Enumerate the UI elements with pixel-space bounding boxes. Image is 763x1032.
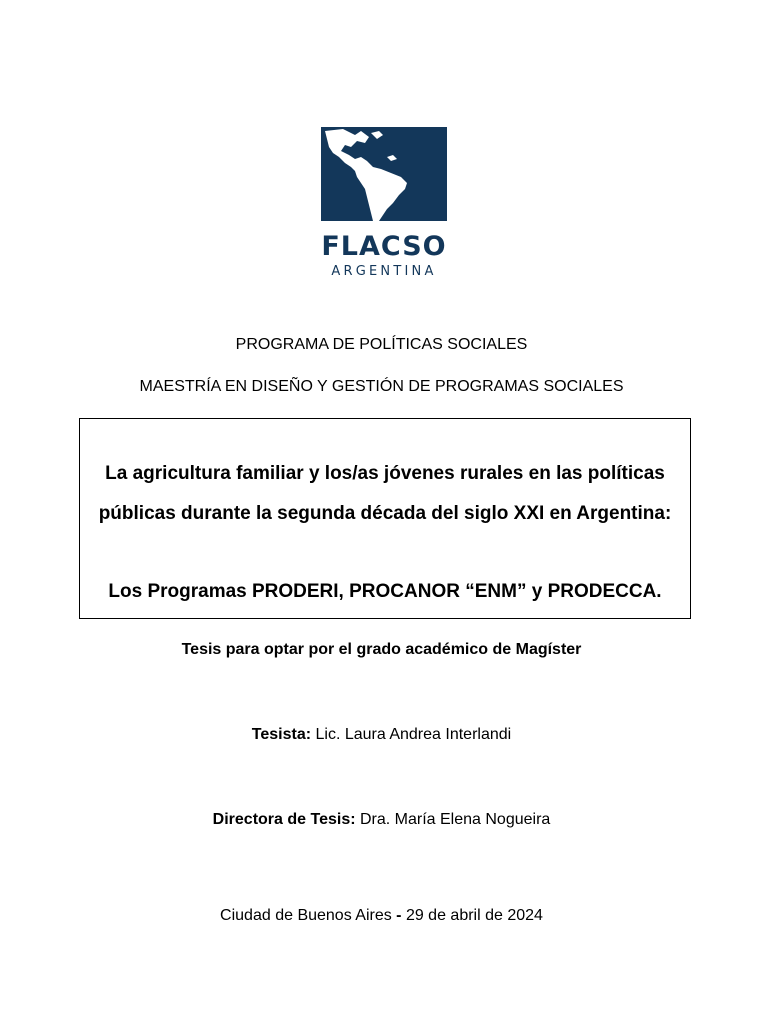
thesis-subtitle: Los Programas PRODERI, PROCANOR “ENM” y PRODECCA. xyxy=(108,581,662,602)
logo-subtitle: ARGENTINA xyxy=(331,264,437,279)
author-line xyxy=(0,725,763,745)
place: Ciudad de Buenos Aires xyxy=(220,907,392,924)
logo-wordmark: FLACSO xyxy=(321,231,447,262)
author-name: Lic. Laura Andrea Interlandi xyxy=(311,726,512,743)
flacso-logo xyxy=(318,124,450,284)
director-line xyxy=(0,810,763,830)
thesis-title-line-2: públicas durante la segunda década del siglo XXI en Argentina: xyxy=(98,503,672,524)
thesis-degree-note: Tesis para optar por el grado académico de Magíster xyxy=(181,641,582,658)
author-label: Tesista: xyxy=(251,726,312,743)
date: 29 de abril de 2024 xyxy=(405,907,543,924)
program-heading: PROGRAMA DE POLÍTICAS SOCIALES xyxy=(235,336,528,353)
place-date-line xyxy=(0,906,763,926)
thesis-title-box xyxy=(79,418,691,619)
master-heading: MAESTRÍA EN DISEÑO Y GESTIÓN DE PROGRAMAS SOCIALES xyxy=(139,378,624,395)
director-label: Directora de Tesis: xyxy=(212,811,356,828)
americas-map-icon xyxy=(321,127,447,221)
thesis-title-line-1: La agricultura familiar y los/as jóvenes rurales en las políticas xyxy=(105,463,665,484)
director-name: Dra. María Elena Nogueira xyxy=(355,811,551,828)
place-date-separator: - xyxy=(391,907,406,924)
